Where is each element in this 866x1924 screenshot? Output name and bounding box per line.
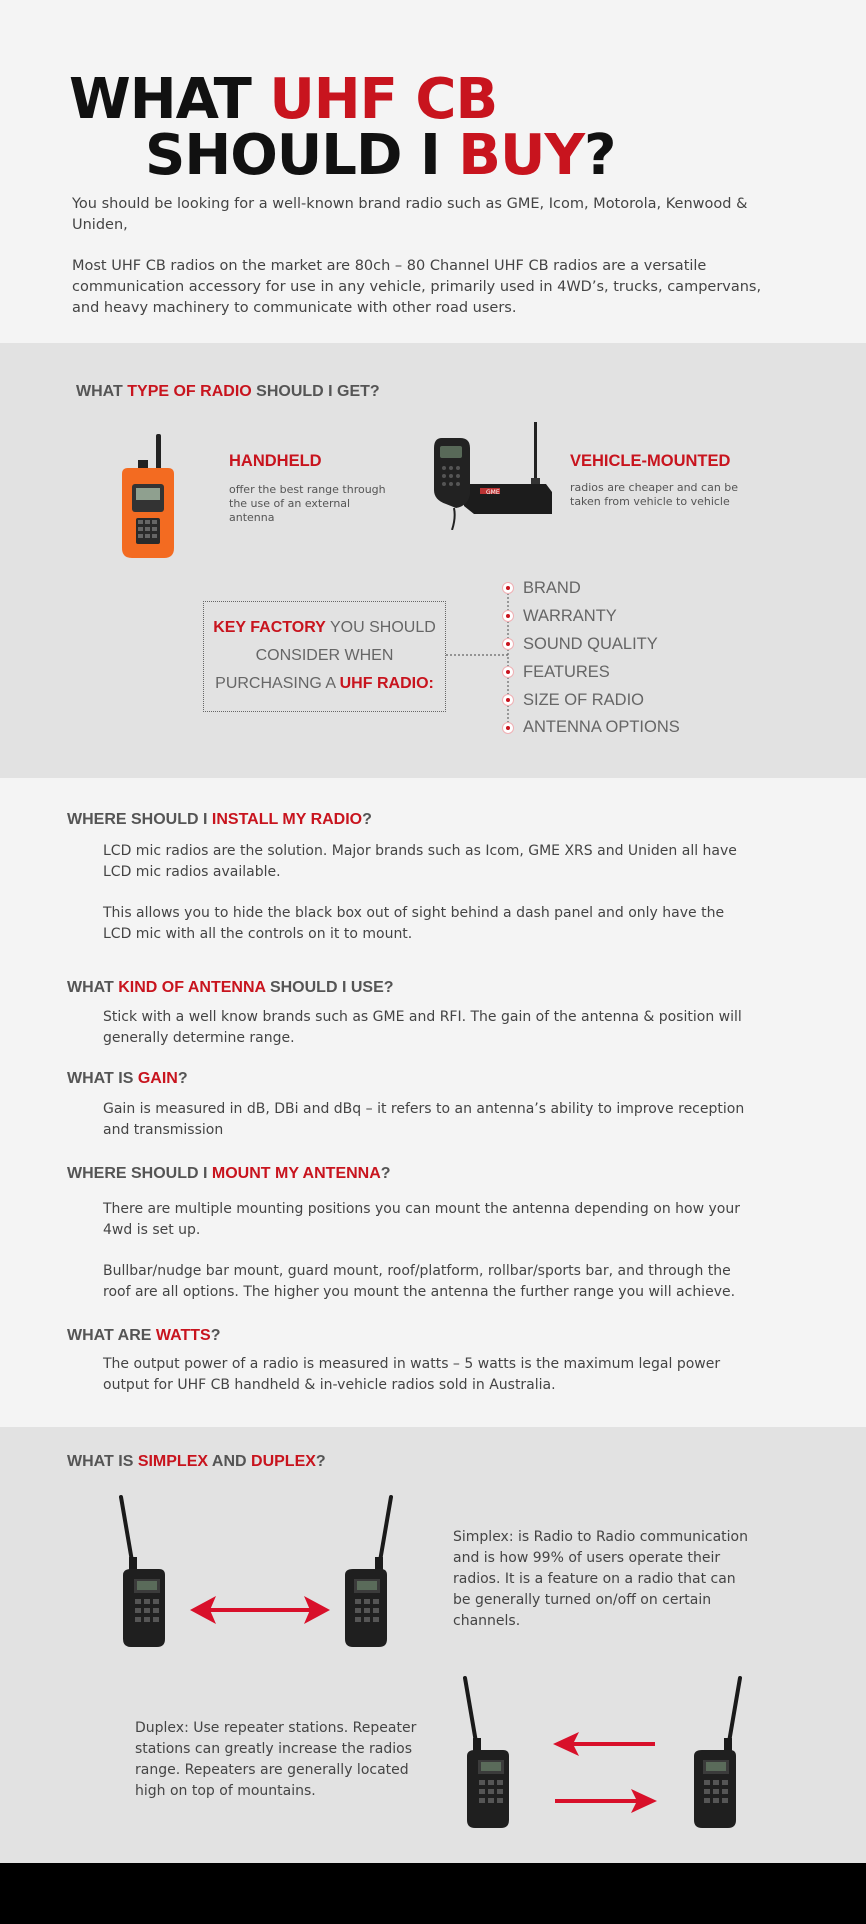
factor-warranty: WARRANTY [523, 607, 617, 625]
question-text: ? [362, 811, 372, 828]
factor-bullet [502, 694, 514, 706]
mount-answer-1: There are multiple mounting positions you can mount the antenna depending on how your 4wd is set up. [103, 1201, 740, 1238]
key-factors-line-3 [204, 670, 445, 698]
title-line-2 [145, 123, 616, 188]
question-highlight: WATTS [155, 1327, 211, 1344]
intro-paragraph-1: You should be looking for a well-known brand radio such as GME, Icom, Motorola, Kenwood & Uniden, [72, 196, 748, 233]
radio-brand-label: GME [486, 489, 500, 496]
question-text: ? [380, 1165, 391, 1182]
intro-section [0, 0, 866, 343]
gain-question [67, 1070, 188, 1088]
simplex-description: Simplex: is Radio to Radio communication and is how 99% of users operate their radios. It is a feature on a radio that can be generally turned on/off on certain channels. [453, 1529, 748, 1629]
factor-bullet [502, 610, 514, 622]
duplex-description: Duplex: Use repeater stations. Repeater stations can greatly increase the radios range. Repeaters are generally located high on top of mountains. [135, 1720, 417, 1799]
key-factors-box [203, 601, 446, 712]
heading-text: WHAT [76, 383, 128, 400]
factor-brand: BRAND [523, 579, 581, 597]
heading-text: SHOULD I GET? [251, 383, 380, 400]
heading-highlight: SIMPLEX [137, 1453, 209, 1470]
factor-bullet [502, 666, 514, 678]
simplex-duplex-heading [67, 1453, 326, 1471]
key-text: YOU SHOULD [325, 619, 436, 636]
key-highlight: UHF RADIO: [339, 675, 434, 692]
question-highlight: KIND OF ANTENNA [118, 979, 266, 996]
heading-text: AND [208, 1453, 252, 1470]
question-text: ? [177, 1070, 188, 1087]
mount-answer-2: Bullbar/nudge bar mount, guard mount, roof/platform, rollbar/sports bar, and through the roof are all options. The higher you mount the antenna the further range you will achieve. [103, 1263, 736, 1300]
heading-highlight: TYPE OF RADIO [127, 383, 252, 400]
title-text: SHOULD I [145, 123, 459, 188]
title-line-1 [69, 67, 498, 132]
gain-answer: Gain is measured in dB, DBi and dBq – it refers to an antenna’s ability to improve reception and transmission [103, 1101, 745, 1138]
vehicle-radio-icon [434, 422, 552, 530]
title-text: WHAT [69, 67, 270, 132]
handheld-title: HANDHELD [229, 452, 322, 470]
install-answer-2: This allows you to hide the black box out of sight behind a dash panel and only have the LCD mic with all the controls on it to mount. [103, 905, 725, 942]
walkie-talkie-icon [115, 1495, 175, 1650]
question-text: WHERE SHOULD I [67, 811, 212, 828]
radio-types-heading [76, 383, 380, 401]
heading-text: ? [315, 1453, 326, 1470]
key-factors-line-1 [204, 614, 445, 642]
title-highlight: UHF CB [269, 67, 498, 132]
factor-bullet [502, 638, 514, 650]
key-text: PURCHASING A [215, 675, 340, 692]
question-highlight: MOUNT MY ANTENNA [211, 1165, 381, 1182]
factor-sound-quality: SOUND QUALITY [523, 635, 658, 653]
key-highlight: KEY FACTORY [213, 619, 326, 636]
intro-paragraph-2: Most UHF CB radios on the market are 80ch – 80 Channel UHF CB radios are a versatile communication accessory for use in any vehicle, primarily used in 4WD’s, trucks, campervans, and heavy machinery to communicate with other road users. [72, 258, 762, 316]
question-text: WHERE SHOULD I [67, 1165, 212, 1182]
question-text: SHOULD I USE? [265, 979, 394, 996]
install-question [67, 811, 372, 829]
question-text: ? [210, 1327, 221, 1344]
factor-bullet [502, 722, 514, 734]
title-highlight: BUY [458, 123, 584, 188]
bidirectional-arrow-icon [190, 1592, 330, 1628]
install-answer-1: LCD mic radios are the solution. Major brands such as Icom, GME XRS and Uniden all have LCD mic radios available. [103, 843, 737, 880]
factor-bullet [502, 582, 514, 594]
question-highlight: INSTALL MY RADIO [211, 811, 363, 828]
antenna-question [67, 979, 394, 997]
mount-question [67, 1165, 391, 1183]
question-text: WHAT IS [67, 1070, 138, 1087]
watts-answer: The output power of a radio is measured in watts – 5 watts is the maximum legal power output for UHF CB handheld & in-vehicle radios sold in Australia. [103, 1356, 721, 1393]
heading-highlight: DUPLEX [251, 1453, 316, 1470]
handheld-radio-icon [118, 434, 178, 564]
question-highlight: GAIN [137, 1070, 178, 1087]
title-text: ? [584, 123, 616, 188]
handheld-description: offer the best range through the use of an external antenna [229, 483, 386, 524]
walkie-talkie-icon [686, 1676, 746, 1831]
factor-connector [446, 585, 516, 735]
question-text: WHAT ARE [67, 1327, 156, 1344]
vehicle-mounted-title: VEHICLE-MOUNTED [570, 452, 731, 470]
heading-text: WHAT IS [67, 1453, 138, 1470]
vehicle-mounted-description: radios are cheaper and can be taken from vehicle to vehicle [570, 481, 739, 508]
factor-size: SIZE OF RADIO [523, 691, 645, 709]
arrow-right-icon [553, 1786, 657, 1816]
watts-question [67, 1327, 220, 1345]
antenna-answer: Stick with a well know brands such as GME and RFI. The gain of the antenna & position will generally determine range. [103, 1009, 742, 1046]
footer-bar [0, 1863, 866, 1924]
walkie-talkie-icon [459, 1676, 519, 1831]
walkie-talkie-icon [337, 1495, 397, 1650]
factor-antenna-options: ANTENNA OPTIONS [523, 718, 680, 736]
arrow-left-icon [553, 1729, 657, 1759]
factor-features: FEATURES [523, 663, 610, 681]
question-text: WHAT [67, 979, 119, 996]
key-factors-line-2: CONSIDER WHEN [255, 647, 394, 664]
